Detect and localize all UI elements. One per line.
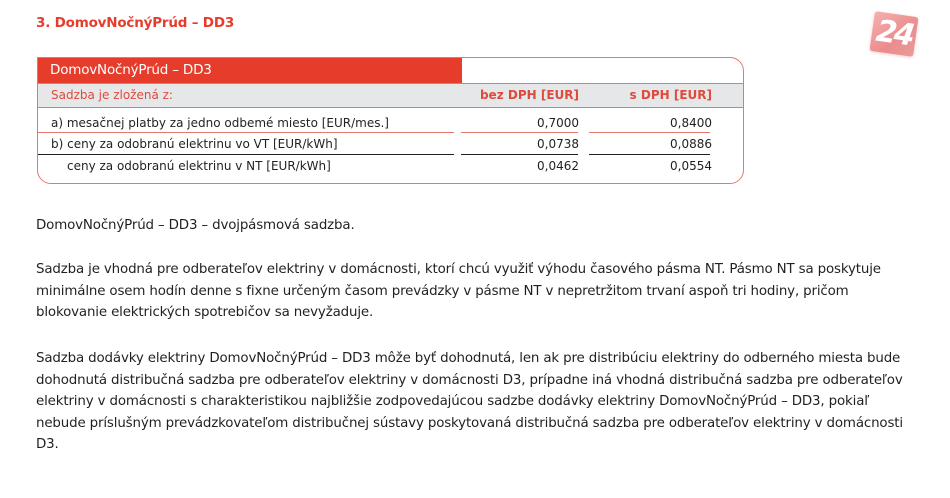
row-divider (589, 154, 710, 155)
paragraph-line: elektriny v domácnosti s charakteristikou najbližšie zodpovedajúcou sadzbe dodávky elektriny DomovNočnýPrúd – DD3, pokiaľ (36, 394, 870, 409)
paragraph-line: Sadzba dodávky elektriny DomovNočnýPrúd – DD3 môže byť dohodnutá, len ak pre distribúciu elektriny do odberného miesta bude (36, 351, 901, 366)
tariff-table (37, 57, 744, 184)
paragraph-line: nebude príslušným prevádzkovateľom distribučnej sústavy poskytovaná distribučná sadzba pre odberateľov elektriny v domácnosti (36, 415, 903, 431)
header-col-s-dph: s DPH [EUR] (629, 88, 712, 102)
row-value-s-dph: 0,8400 (670, 116, 712, 130)
row-label: b) ceny za odobranú elektrinu vo VT [EUR/kWh] (51, 137, 338, 151)
header-col-bez-dph: bez DPH [EUR] (479, 88, 579, 102)
paragraph-line: dohodnutá distribučná sadzba pre odberateľov elektriny v domácnosti D3, prípadne iná vhodná distribučná sadzba pre odberateľov (36, 372, 903, 388)
header-label: Sadzba je zložená z: (51, 88, 173, 102)
row-value-s-dph: 0,0554 (670, 159, 712, 173)
logo-24-icon (869, 11, 918, 57)
row-value-bez-dph: 0,0738 (537, 137, 579, 151)
table-row (38, 113, 743, 133)
intro-paragraph: DomovNočnýPrúd – DD3 – dvojpásmová sadzba. (36, 218, 355, 233)
table-row (38, 156, 743, 176)
section-title: 3. DomovNočnýPrúd – DD3 (36, 15, 235, 31)
paragraph-line: minimálne osem hodín denne s fixne určeným časom prevádzky v pásme NT v nepretržitom trvaní aspoň tri hodiny, pričom (36, 283, 849, 299)
paragraph-line: blokovanie elektrických spotrebičov sa nevyžaduje. (36, 305, 374, 320)
logo-text: 24 (873, 13, 915, 54)
table-row (38, 134, 743, 154)
row-value-bez-dph: 0,0462 (537, 159, 579, 173)
suitability-paragraph (36, 259, 936, 324)
row-value-bez-dph: 0,7000 (537, 116, 579, 130)
row-divider (38, 154, 454, 155)
row-divider (38, 132, 454, 133)
paragraph-line: D3. (36, 437, 59, 452)
table-title: DomovNočnýPrúd – DD3 (37, 57, 462, 83)
row-divider (461, 154, 578, 155)
row-value-s-dph: 0,0886 (670, 137, 712, 151)
row-divider (589, 132, 710, 133)
row-label: a) mesačnej platby za jedno odbemé miesto [EUR/mes.] (51, 116, 389, 130)
conditions-paragraph (36, 348, 936, 456)
paragraph-line: Sadzba je vhodná pre odberateľov elektriny v domácnosti, ktorí chcú využiť výhodu časového pásma NT. Pásmo NT sa poskytuje (36, 262, 881, 277)
row-label: ceny za odobranú elektrinu v NT [EUR/kWh] (67, 159, 331, 173)
table-header-row (38, 84, 743, 108)
row-divider (461, 132, 578, 133)
